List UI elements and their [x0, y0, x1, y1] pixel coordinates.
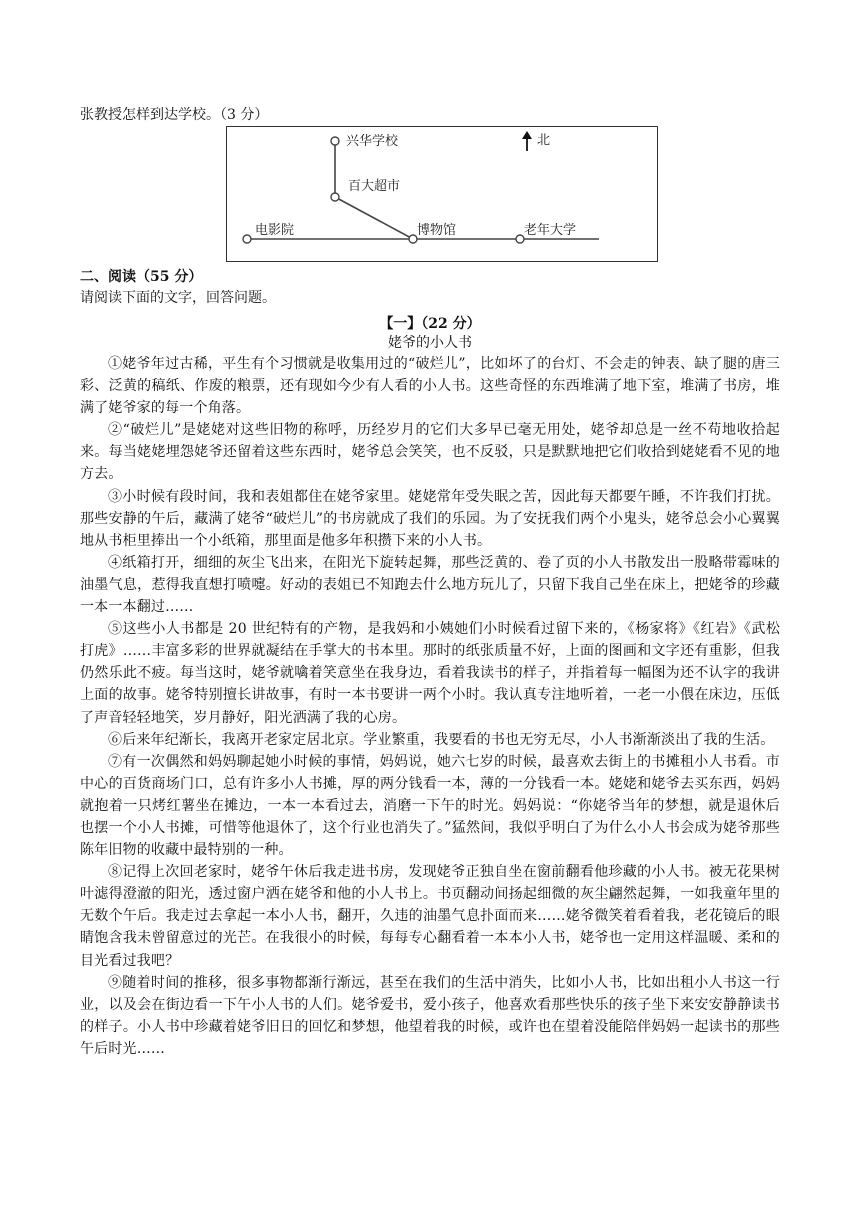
question-text: 张教授怎样到达学校。（3 分）: [80, 107, 269, 123]
up-arrow-icon: [522, 131, 532, 151]
cinema-label: 电影院: [255, 223, 295, 238]
museum-label: 博物馆: [417, 223, 457, 238]
paragraph-1: ①姥爷年过古稀，平生有个习惯就是收集用过的“破烂儿”，比如坏了的台灯、不会走的钟表、缺了腿的唐三彩、泛黄的稿纸、作废的粮票，还有现如今少有人看的小人书。这些奇怪的东西堆满了地下室，堆满了书房，堆满了姥爷家的每一个角落。: [80, 356, 780, 417]
route-map-svg: [227, 127, 659, 263]
paragraph-2: ②“破烂儿”是姥姥对这些旧物的称呼，历经岁月的它们大多早已毫无用处，姥爷却总是一丝不苟地收拾起来。每当姥姥埋怨姥爷还留着这些东西时，姥爷总会笑笑，也不反驳，只是默默地把它们收拾到姥姥看不见的地方去。: [80, 422, 780, 483]
supermarket-label: 百大超市: [348, 179, 401, 194]
part-heading: 【一】（22 分）: [379, 316, 481, 332]
story-title: 姥爷的小人书: [388, 335, 472, 351]
school-label: 兴华学校: [346, 134, 399, 149]
paragraph-9: ⑨随着时间的推移，很多事物都渐行渐远，甚至在我们的生活中消失，比如小人书，比如出租小人书这一行业，以及会在街边看一下午小人书的人们。姥爷爱书，爱小孩子，他喜欢看那些快乐的孩子坐下来安安静静读书的样子。小人书中珍藏着姥爷旧日的回忆和梦想，他望着我的时候，或许也在望着没能陪伴妈妈一起读书的那些午后时光……: [80, 974, 780, 1057]
university-label: 老年大学: [524, 223, 577, 238]
section-heading: 二、阅读（55 分）: [80, 269, 203, 285]
cinema-node: [243, 235, 251, 243]
supermarket-node: [331, 193, 339, 201]
paragraph-5: ⑤这些小人书都是 20 世纪特有的产物，是我妈和小姨她们小时候看过留下来的，《杨家将》《红岩》《武松打虎》……丰富多彩的世界就凝结在手掌大的书本里。那时的纸张质量不好，上面的图画和文字还有重影，但我仍然乐此不疲。每当这时，姥爷就噙着笑意坐在我身边，看着我读书的样子，并指着每一幅图为还不认字的我讲上面的故事。姥爷特别擅长讲故事，有时一本书要讲一两个小时。我认真专注地听着，一老一小偎在床边，压低了声音轻轻地笑，岁月静好，阳光洒满了我的心房。: [80, 621, 780, 726]
paragraph-3: ③小时候有段时间，我和表姐都住在姥爷家里。姥姥常年受失眠之苦，因此每天都要午睡，不许我们打扰。那些安静的午后，藏满了姥爷“破烂儿”的书房就成了我们的乐园。为了安抚我们两个小鬼头，姥爷总会小心翼翼地从书柜里捧出一个小纸箱，那里面是他多年积攒下来的小人书。: [80, 488, 780, 549]
school-node: [331, 137, 339, 145]
reading-passage: [80, 353, 780, 1060]
paragraph-7: ⑦有一次偶然和妈妈聊起她小时候的事情，妈妈说，她六七岁的时候，最喜欢去街上的书摊租小人书看。市中心的百货商场门口，总有许多小人书摊，厚的两分钱看一本，薄的一分钱看一本。姥姥和姥爷去买东西，妈妈就抱着一只烤红薯坐在摊边，一本一本看过去，消磨一下午的时光。妈妈说：“你姥爷当年的梦想，就是退休后也摆一个小人书摊，可惜等他退休了，这个行业也消失了。”猛然间，我似乎明白了为什么小人书会成为姥爷那些陈年旧物的收藏中最特别的一种。: [80, 753, 780, 859]
section-instruction: 请阅读下面的文字，回答问题。: [80, 290, 276, 306]
paragraph-6: ⑥后来年纪渐长，我离开老家定居北京。学业繁重，我要看的书也无穷无尽，小人书渐渐淡出了我的生活。: [108, 731, 775, 748]
north-label: 北: [537, 133, 551, 148]
route-map: [226, 126, 658, 262]
paragraph-8: ⑧记得上次回老家时，姥爷午休后我走进书房，发现姥爷正独自坐在窗前翻看他珍藏的小人书。被无花果树叶滤得澄澈的阳光，透过窗户洒在姥爷和他的小人书上。书页翻动间扬起细微的灰尘翩然起舞，一如我童年里的无数个午后。我走过去拿起一本小人书，翻开，久违的油墨气息扑面而来……姥爷微笑着看着我，老花镜后的眼睛饱含我未曾留意过的光芒。在我很小的时候，每每专心翻看着一本本小人书，姥爷也一定用这样温暖、柔和的目光看过我吧？: [80, 864, 780, 969]
museum-node: [409, 235, 417, 243]
university-node: [516, 235, 524, 243]
paragraph-4: ④纸箱打开，细细的灰尘飞出来，在阳光下旋转起舞，那些泛黄的、卷了页的小人书散发出一股略带霉味的油墨气息，惹得我直想打喷嚏。好动的表姐已不知跑去什么地方玩儿了，只留下我自己坐在床上，把姥爷的珍藏一本一本翻过……: [80, 554, 780, 616]
road-supermarket-museum: [335, 197, 413, 239]
